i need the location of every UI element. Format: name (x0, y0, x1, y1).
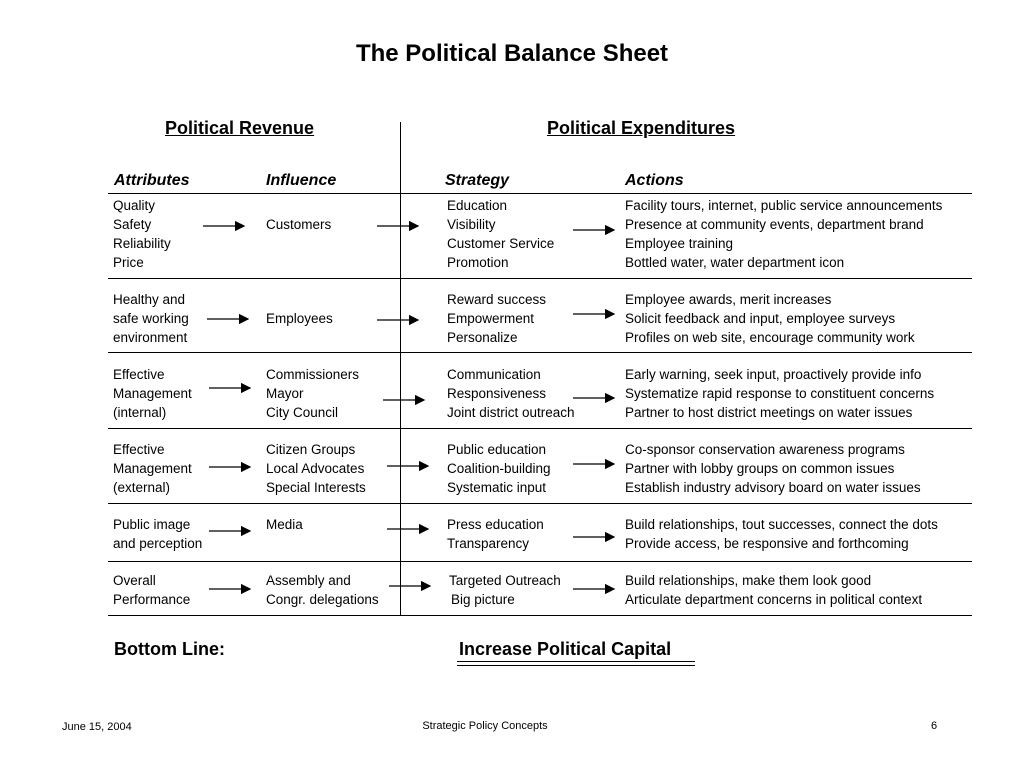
cell-text: Effective (113, 442, 165, 457)
cell-text: Overall (113, 573, 156, 588)
cell-text: Reliability (113, 236, 171, 251)
column-header-attributes: Attributes (114, 172, 190, 189)
cell-text: Promotion (447, 255, 509, 270)
cell-text: Facility tours, internet, public service announcements (625, 198, 943, 213)
cell-text: Partner with lobby groups on common issues (625, 461, 895, 476)
double-underline (457, 665, 695, 666)
column-header-actions: Actions (625, 172, 684, 189)
cell-text: Congr. delegations (266, 592, 379, 607)
cell-text: Mayor (266, 386, 304, 401)
cell-text: Profiles on web site, encourage community work (625, 330, 915, 345)
cell-text: Presence at community events, department brand (625, 217, 924, 232)
cell-text: Performance (113, 592, 191, 607)
cell-text: Coalition-building (447, 461, 551, 476)
cell-text: Effective (113, 367, 165, 382)
cell-text: Education (447, 198, 508, 213)
cell-text: Customers (266, 217, 332, 232)
cell-text: Management (113, 386, 192, 401)
cell-text: Healthy and (113, 292, 186, 307)
cell-text: Local Advocates (266, 461, 365, 476)
cell-text: Commissioners (266, 367, 360, 382)
cell-text: Solicit feedback and input, employee surveys (625, 311, 896, 326)
cell-text: Communication (447, 367, 541, 382)
bottom-line-label: Bottom Line: (114, 639, 225, 659)
cell-text: Special Interests (266, 480, 366, 495)
cell-text: safe working (113, 311, 189, 326)
footer-page-number: 6 (931, 720, 938, 732)
cell-text: Systematic input (447, 480, 547, 495)
cell-text: Co-sponsor conservation awareness programs (625, 442, 905, 457)
bottom-line-value: Increase Political Capital (459, 639, 672, 659)
footer-center-text: Strategic Policy Concepts (422, 720, 548, 732)
cell-text: Employee training (625, 236, 734, 251)
cell-text: Visibility (447, 217, 496, 232)
cell-text: Citizen Groups (266, 442, 356, 457)
political-expenditures-heading: Political Expenditures (547, 118, 736, 138)
slide-title: The Political Balance Sheet (355, 40, 669, 67)
cell-text: Provide access, be responsive and forthcoming (625, 536, 909, 551)
cell-text: Employees (266, 311, 333, 326)
cell-text: Press education (447, 517, 544, 532)
cell-text: Price (113, 255, 144, 270)
cell-text: Safety (113, 217, 152, 232)
column-header-influence: Influence (266, 172, 337, 189)
cell-text: Transparency (447, 536, 530, 551)
column-header-strategy: Strategy (445, 172, 510, 189)
cell-text: Customer Service (447, 236, 555, 251)
cell-text: Joint district outreach (447, 405, 575, 420)
cell-text: Big picture (451, 592, 515, 607)
cell-text: Targeted Outreach (449, 573, 561, 588)
cell-text: Responsiveness (447, 386, 547, 401)
cell-text: Employee awards, merit increases (625, 292, 832, 307)
political-revenue-heading: Political Revenue (165, 118, 315, 138)
cell-text: Quality (113, 198, 156, 213)
cell-text: Media (266, 517, 303, 532)
cell-text: Partner to host district meetings on water issues (625, 405, 913, 420)
cell-text: City Council (266, 405, 339, 420)
cell-text: Systematize rapid response to constituent concerns (625, 386, 935, 401)
cell-text: Bottled water, water department icon (625, 255, 845, 270)
cell-text: Personalize (447, 330, 518, 345)
cell-text: (internal) (113, 405, 167, 420)
cell-text: and perception (113, 536, 203, 551)
cell-text: Assembly and (266, 573, 351, 588)
cell-text: Public image (113, 517, 191, 532)
double-underline (457, 661, 695, 662)
cell-text: Reward success (447, 292, 547, 307)
footer-date: June 15, 2004 (62, 721, 132, 733)
cell-text: Public education (447, 442, 547, 457)
cell-text: environment (113, 330, 188, 345)
cell-text: Articulate department concerns in political context (625, 592, 923, 607)
cell-text: Management (113, 461, 192, 476)
cell-text: Early warning, seek input, proactively provide info (625, 367, 922, 382)
cell-text: (external) (113, 480, 171, 495)
cell-text: Empowerment (447, 311, 535, 326)
cell-text: Build relationships, make them look good (625, 573, 872, 588)
cell-text: Establish industry advisory board on water issues (625, 480, 921, 495)
cell-text: Build relationships, tout successes, connect the dots (625, 517, 938, 532)
